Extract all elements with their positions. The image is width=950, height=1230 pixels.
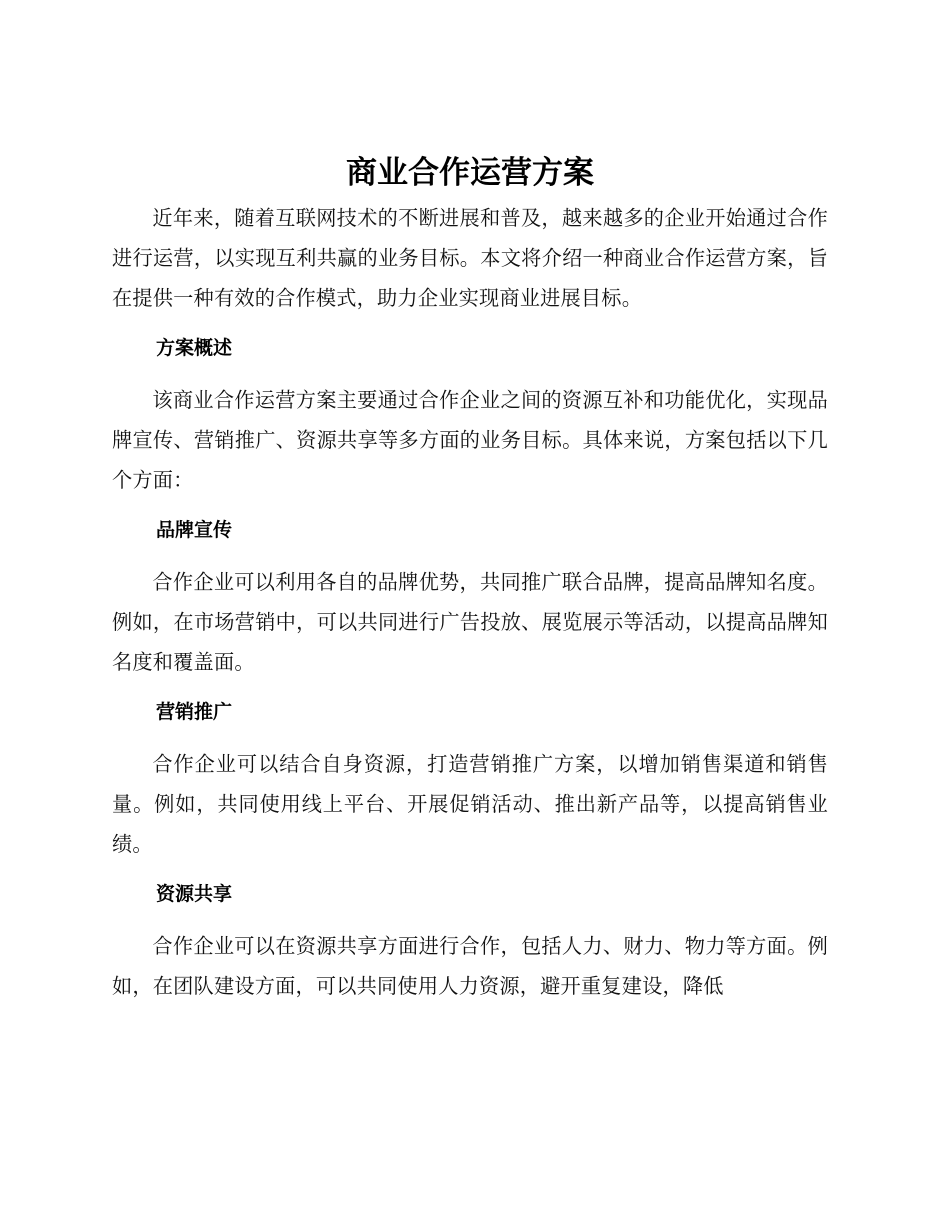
document-title: 商业合作运营方案	[346, 155, 594, 191]
section-body-overview: 该商业合作运营方案主要通过合作企业之间的资源互补和功能优化，实现品牌宣传、营销推广、资源共享等多方面的业务目标。具体来说，方案包括以下几个方面：	[112, 388, 828, 492]
document-page	[112, 150, 828, 1006]
section-body-marketing: 合作企业可以结合自身资源，打造营销推广方案，以增加销售渠道和销售量。例如，共同使用线上平台、开展促销活动、推出新产品等，以提高销售业绩。	[112, 752, 828, 856]
section-heading-marketing: 营销推广	[156, 701, 233, 723]
section-heading-resources: 资源共享	[156, 883, 233, 905]
section-body-resources: 合作企业可以在资源共享方面进行合作，包括人力、财力、物力等方面。例如，在团队建设方面，可以共同使用人力资源，避开重复建设，降低	[112, 934, 828, 998]
section-heading-overview: 方案概述	[156, 337, 233, 359]
intro-paragraph: 近年来，随着互联网技术的不断进展和普及，越来越多的企业开始通过合作进行运营，以实现互利共赢的业务目标。本文将介绍一种商业合作运营方案，旨在提供一种有效的合作模式，助力企业实现商业进展目标。	[112, 206, 828, 310]
section-heading-brand: 品牌宣传	[156, 519, 233, 541]
section-body-brand: 合作企业可以利用各自的品牌优势，共同推广联合品牌，提高品牌知名度。例如，在市场营销中，可以共同进行广告投放、展览展示等活动，以提高品牌知名度和覆盖面。	[112, 570, 828, 674]
